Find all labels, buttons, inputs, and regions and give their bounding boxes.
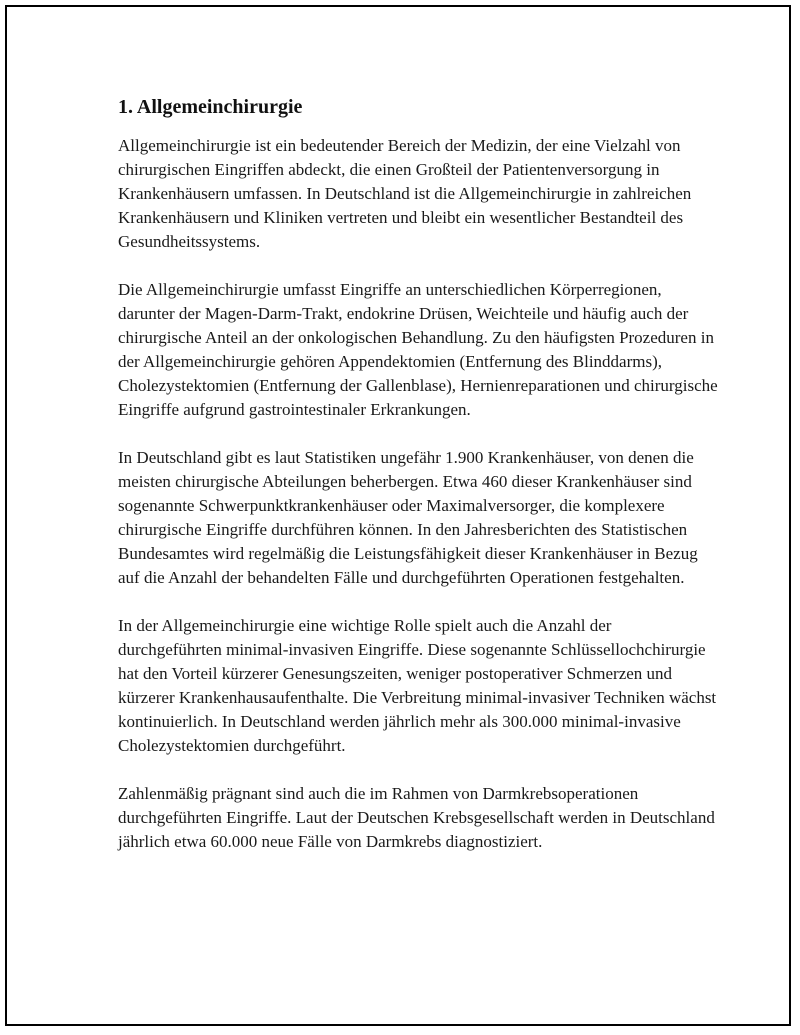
document-body <box>118 94 718 878</box>
paragraph-procedures: Die Allgemeinchirurgie umfasst Eingriffe an unterschiedlichen Körperregionen, darunter der Magen-Darm-Trakt, endokrine Drüsen, Weichteile und häufig auch der chirurgische Anteil an der onkologischen Behandlung. Zu den häufigsten Prozeduren in der Allgemeinchirurgie gehören Appendektomien (Entfernung des Blinddarms), Cholezystektomien (Entfernung der Gallenblase), Hernienreparationen und chirurgische Eingriffe aufgrund gastrointestinaler Erkrankungen. <box>118 280 718 419</box>
paragraph-intro: Allgemeinchirurgie ist ein bedeutender Bereich der Medizin, der eine Vielzahl von chirurgischen Eingriffen abdeckt, die einen Großteil der Patientenversorgung in Krankenhäusern umfassen. In Deutschland ist die Allgemeinchirurgie in zahlreichen Krankenhäusern und Kliniken vertreten und bleibt ein wesentlicher Bestandteil des Gesundheitssystems. <box>118 136 692 251</box>
section-heading: 1. Allgemeinchirurgie <box>118 96 303 118</box>
paragraph-hospitals: In Deutschland gibt es laut Statistiken ungefähr 1.900 Krankenhäuser, von denen die meisten chirurgische Abteilungen beherbergen. Etwa 460 dieser Krankenhäuser sind sogenannte Schwerpunktkrankenhäuser oder Maximalversorger, die komplexere chirurgische Eingriffe durchführen können. In den Jahresberichten des Statistischen Bundesamtes wird regelmäßig die Leistungsfähigkeit dieser Krankenhäuser in Bezug auf die Anzahl der behandelten Fälle und durchgeführten Operationen festgehalten. <box>118 448 698 587</box>
paragraph-minimally-invasive: In der Allgemeinchirurgie eine wichtige Rolle spielt auch die Anzahl der durchgeführten minimal-invasiven Eingriffe. Diese sogenannte Schlüssellochchirurgie hat den Vorteil kürzerer Genesungszeiten, weniger postoperativer Schmerzen und kürzerer Krankenhausaufenthalte. Die Verbreitung minimal-invasiver Techniken wächst kontinuierlich. In Deutschland werden jährlich mehr als 300.000 minimal-invasive Cholezystektomien durchgeführt. <box>118 616 717 755</box>
paragraph-colorectal-cancer: Zahlenmäßig prägnant sind auch die im Rahmen von Darmkrebsoperationen durchgeführten Eingriffe. Laut der Deutschen Krebsgesellschaft werden in Deutschland jährlich etwa 60.000 neue Fälle von Darmkrebs diagnostiziert. <box>118 784 715 851</box>
